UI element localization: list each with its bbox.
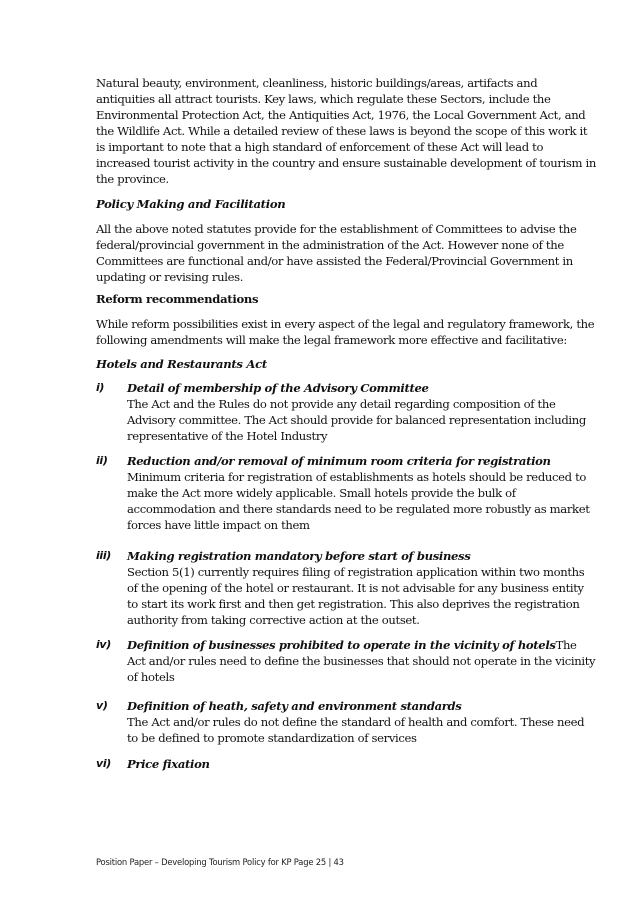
item-title: Definition of heath, safety and environment standards (127, 699, 462, 713)
item-title: Making registration mandatory before start of business (127, 549, 471, 563)
list-item-5 (96, 698, 598, 746)
reform-heading: Reform recommendations (96, 292, 259, 306)
item-body: The Act and/or rules need to define the businesses that should not operate in the vicinity of hotels (127, 638, 596, 684)
item-number: i) (96, 381, 105, 394)
page-footer: Position Paper – Developing Tourism Policy for KP Page 25 | 43 (96, 857, 344, 867)
item-title: Price fixation (127, 757, 210, 771)
item-number: ii) (96, 454, 108, 467)
reform-paragraph: While reform possibilities exist in every aspect of the legal and regulatory framework, the following amendments will make the legal framework more effective and facilitative: (96, 317, 595, 347)
list-item-1 (96, 380, 598, 444)
item-number: iii) (96, 549, 111, 562)
policy-paragraph: All the above noted statutes provide for the establishment of Committees to advise the federal/provincial government in the administration of the Act. However none of the Committees are functional and/or have assisted the Federal/Provincial Government in updating or revising rules. (96, 222, 577, 284)
item-body: Section 5(1) currently requires filing of registration application within two months of the opening of the hotel or restaurant. It is not advisable for any business entity to start its work first and then get registration. This also deprives the registration authority from taking corrective action at the outset. (127, 565, 585, 627)
item-number: iv) (96, 638, 111, 651)
policy-heading: Policy Making and Facilitation (96, 197, 286, 211)
item-number: v) (96, 699, 108, 712)
document-page (96, 75, 598, 772)
item-title: Reduction and/or removal of minimum room criteria for registration (127, 454, 551, 468)
item-number: vi) (96, 757, 111, 770)
item-body: The Act and/or rules do not define the standard of health and comfort. These need to be defined to promote standardization of services (127, 715, 585, 745)
list-item-3 (96, 548, 598, 628)
item-body: Minimum criteria for registration of establishments as hotels should be reduced to make the Act more widely applicable. Small hotels provide the bulk of accommodation and there standards need to be regulated more robustly as market forces have little impact on them (127, 470, 590, 532)
list-item-2 (96, 453, 598, 533)
list-item-6 (96, 756, 598, 772)
item-title: Definition of businesses prohibited to operate in the vicinity of hotels (127, 638, 556, 652)
list-item-4 (96, 637, 598, 685)
intro-paragraph: Natural beauty, environment, cleanliness, historic buildings/areas, artifacts and antiquities all attract tourists. Key laws, which regulate these Sectors, include the Environmental Protection Act, the Antiquities Act, 1976, the Local Government Act, and the Wildlife Act. While a detailed review of these laws is beyond the scope of this work it is important to note that a high standard of enforcement of these Act will lead to increased tourist activity in the country and ensure sustainable development of tourism in the province. (96, 76, 596, 186)
item-title: Detail of membership of the Advisory Committee (127, 381, 429, 395)
hotels-heading: Hotels and Restaurants Act (96, 357, 267, 371)
item-body: The Act and the Rules do not provide any detail regarding composition of the Advisory committee. The Act should provide for balanced representation including representative of the Hotel Industry (127, 397, 586, 443)
